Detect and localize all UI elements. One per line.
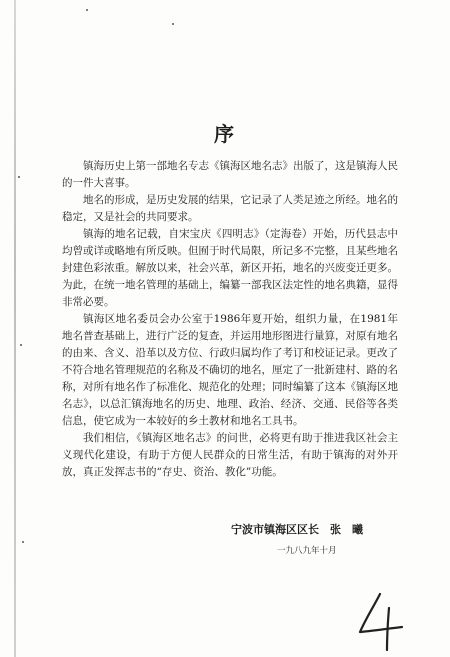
paragraph-2: 地名的形成，是历史发展的结果，它记录了人类足迹之所经。地名的稳定，又是社会的共同要求。 bbox=[62, 194, 398, 223]
preface-date: 一九八九年十月 bbox=[277, 546, 337, 556]
paragraph-1: 镇海历史上第一部地名专志《镇海区地名志》出版了，这是镇海人民的一件大喜事。 bbox=[62, 160, 398, 189]
author-signature: 宁波市镇海区区长 张 曦 bbox=[231, 523, 363, 536]
scan-speck bbox=[86, 9, 88, 11]
scan-speck bbox=[18, 176, 20, 178]
binding-edge-shadow bbox=[14, 0, 16, 657]
scan-speck bbox=[172, 23, 174, 25]
scan-speck bbox=[20, 344, 22, 346]
preface-title: 序 bbox=[214, 122, 236, 146]
preface-body bbox=[62, 158, 398, 481]
paragraph-5: 我们相信，《镇海区地名志》的问世，必将更有助于推进我区社会主义现代化建设，有助于方便人民群众的日常生活，有助于镇海的对外开放，真正发挥志书的“存史、资治、教化”功能。 bbox=[62, 432, 398, 478]
paragraph-4: 镇海区地名委员会办公室于1986年夏开始，组织力量，在1981年地名普查基础上，进行广泛的复查，并运用地形图进行量算，对原有地名的由来、含义、沿革以及方位、行政归属均作了考订和校证记录。更改了不符合地名管理规范的名称及不确切的地名，厘定了一批新建村、路的名称，对所有地名作了标准化、规范化的处理；同时编纂了这本《镇海区地名志》，以总汇镇海地名的历史、地理、政治、经济、交通、民俗等各类信息，使它成为一本较好的乡土教材和地名工具书。 bbox=[62, 313, 398, 427]
scan-speck bbox=[22, 541, 24, 543]
handwritten-page-number bbox=[352, 588, 412, 654]
paragraph-3: 镇海的地名记载，自宋宝庆《四明志》（定海卷）开始，历代县志中均曾或详或略地有所反映。但囿于时代局限，所记多不完整，且某些地名封建色彩浓重。解放以来，社会兴革，新区开拓，地名的兴废变迁更多。为此，在统一地名管理的基础上，编纂一部我区法定性的地名典籍，显得非常必要。 bbox=[62, 228, 398, 308]
